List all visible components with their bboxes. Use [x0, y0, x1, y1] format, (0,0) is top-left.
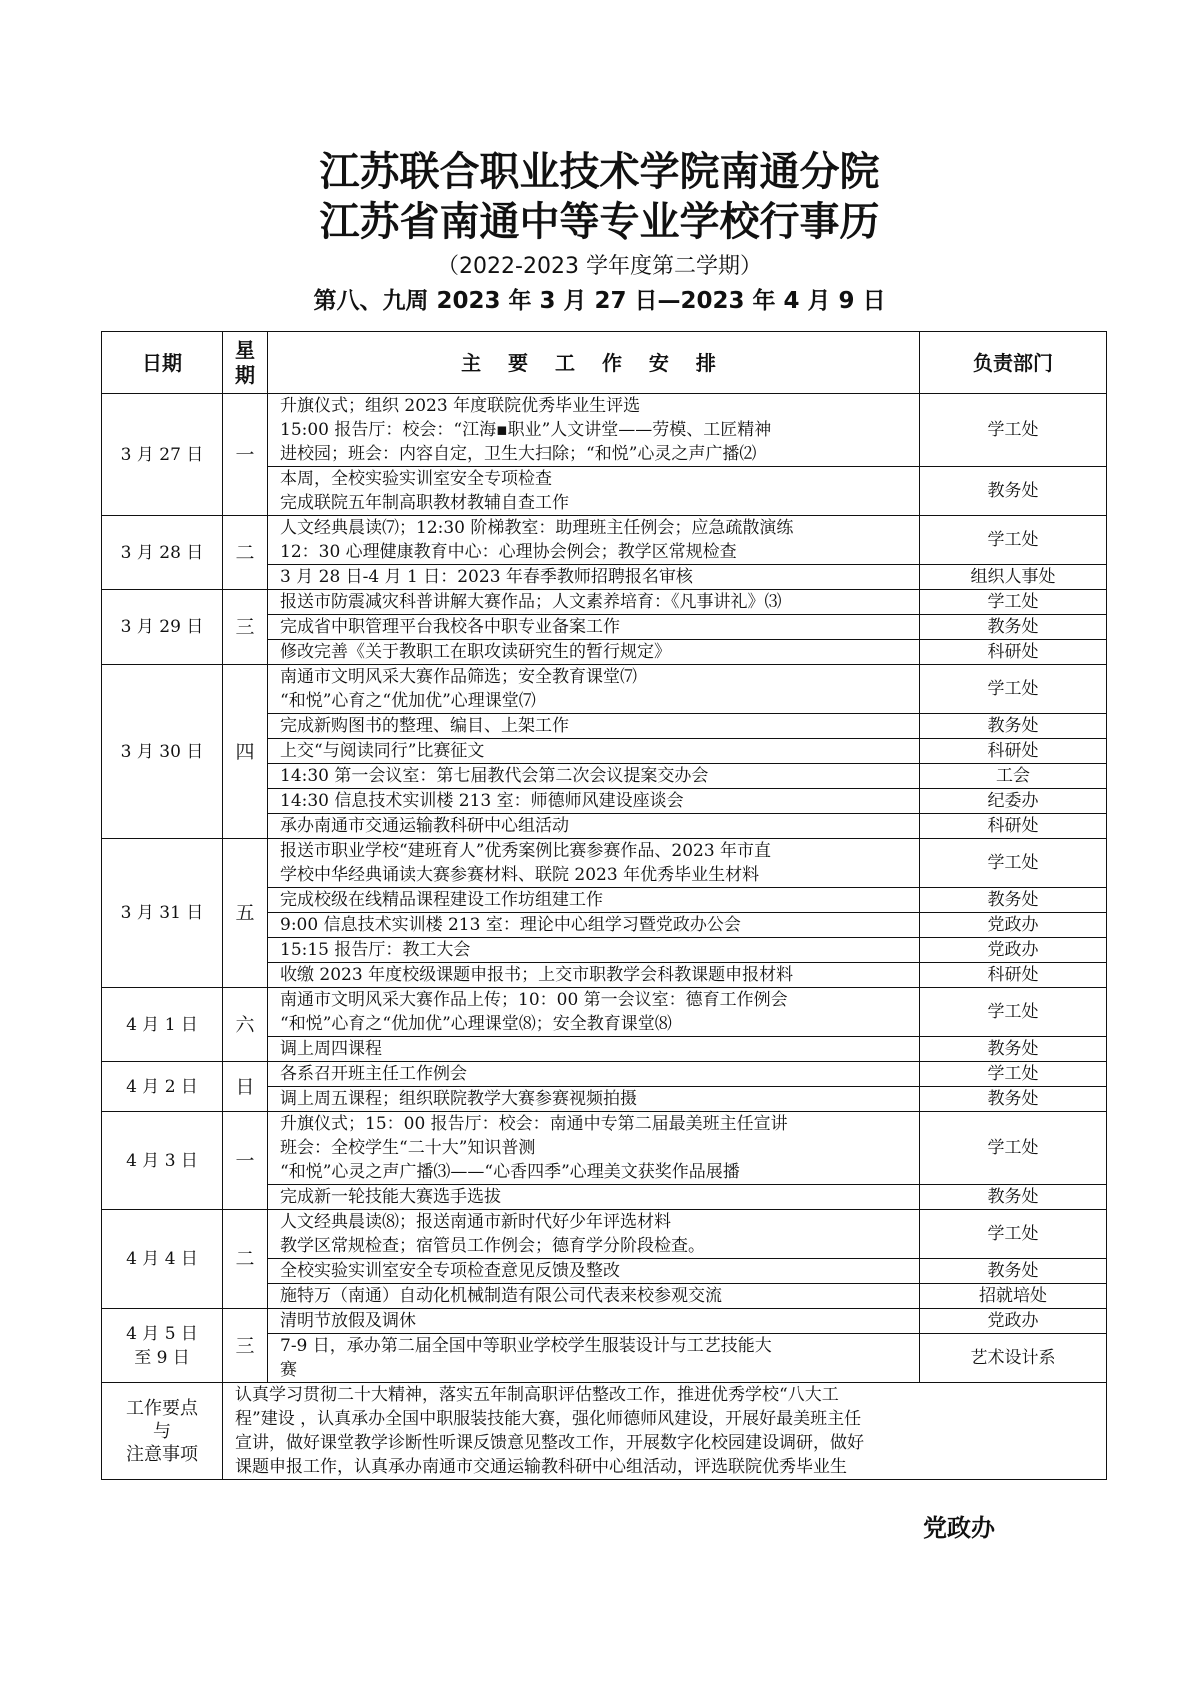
schedule-row	[102, 988, 1107, 1037]
task-cell	[268, 394, 920, 467]
task-line: 完成新购图书的整理、编目、上架工作	[280, 716, 569, 736]
dept-cell: 教务处	[920, 714, 1107, 739]
date-text: 3 月 30 日	[120, 741, 204, 762]
header-row	[102, 332, 1107, 394]
weekday-cell: 日	[223, 1062, 268, 1112]
task-line: 进校园；班会：内容自定，卫生大扫除；“和悦”心灵之声广播⑵	[280, 444, 757, 464]
schedule-row	[102, 394, 1107, 467]
dept-cell: 艺术设计系	[920, 1334, 1107, 1383]
dept-cell: 党政办	[920, 938, 1107, 963]
dept-cell: 学工处	[920, 1062, 1107, 1087]
schedule-row	[102, 1112, 1107, 1185]
weekday-cell: 二	[223, 516, 268, 590]
task-cell	[268, 814, 920, 839]
task-line: 教学区常规检查；宿管员工作例会；德育学分阶段检查。	[280, 1236, 705, 1256]
week-range: 第八、九周 2023 年 3 月 27 日—2023 年 4 月 9 日	[313, 288, 886, 314]
task-line: 调上周五课程；组织联院教学大赛参赛视频拍摄	[280, 1089, 637, 1109]
school-title-line-2: 江苏省南通中等专业学校行事历	[319, 199, 880, 245]
term-subtitle: （2022-2023 学年度第二学期）	[437, 254, 762, 279]
task-line: 人文经典晨读⑻；报送南通市新时代好少年评选材料	[280, 1212, 671, 1232]
dept-cell: 学工处	[920, 516, 1107, 565]
dept-cell: 党政办	[920, 1309, 1107, 1334]
task-cell	[268, 888, 920, 913]
date-text: 3 月 31 日	[120, 903, 204, 923]
dept-cell: 工会	[920, 764, 1107, 789]
date-text: 3 月 28 日	[120, 542, 204, 563]
task-line: “和悦”心育之“优加优”心理课堂⑺	[280, 691, 536, 711]
weekday-cell: 一	[223, 1112, 268, 1210]
header-weekday-top: 星	[235, 337, 255, 362]
task-line: 学校中华经典诵读大赛参赛材料、联院 2023 年优秀毕业生材料	[280, 865, 760, 885]
schedule-row	[102, 516, 1107, 565]
task-line: 15:15 报告厅：教工大会	[280, 940, 471, 960]
dept-cell: 党政办	[920, 913, 1107, 938]
date-text: 4 月 5 日	[126, 1323, 198, 1344]
date-cell	[102, 1062, 223, 1112]
weekday-cell: 五	[223, 839, 268, 988]
header-weekday	[223, 332, 268, 394]
dept-cell: 学工处	[920, 988, 1107, 1037]
task-cell	[268, 1087, 920, 1112]
date-cell	[102, 1309, 223, 1383]
schedule-table	[101, 331, 1107, 1480]
dept-cell: 学工处	[920, 394, 1107, 467]
summary-line: 认真学习贯彻二十大精神，落实五年制高职评估整改工作，推进优秀学校“八大工	[235, 1385, 839, 1405]
task-line: 本周，全校实验实训室安全专项检查	[280, 469, 552, 489]
dept-cell: 学工处	[920, 839, 1107, 888]
task-line: 9:00 信息技术实训楼 213 室：理论中心组学习暨党政办公会	[280, 915, 741, 935]
task-line: 上交“与阅读同行”比赛征文	[280, 741, 485, 761]
task-cell	[268, 1210, 920, 1259]
task-line: 班会：全校学生“二十大”知识普测	[280, 1138, 536, 1158]
task-cell	[268, 1062, 920, 1087]
dept-cell: 教务处	[920, 1185, 1107, 1210]
dept-cell: 招就培处	[920, 1284, 1107, 1309]
weekday-cell: 一	[223, 394, 268, 516]
task-line: 15:00 报告厅：校会：“江海▪职业”人文讲堂——劳模、工匠精神	[280, 420, 772, 440]
task-line: 收缴 2023 年度校级课题申报书；上交市职教学会科教课题申报材料	[280, 965, 794, 985]
date-text: 至 9 日	[134, 1347, 190, 1368]
schedule-row	[102, 1062, 1107, 1087]
task-line: 升旗仪式；15：00 报告厅：校会：南通中专第二届最美班主任宣讲	[280, 1114, 788, 1134]
task-cell	[268, 988, 920, 1037]
task-line: 各系召开班主任工作例会	[280, 1064, 467, 1084]
summary-line: 课题申报工作，认真承办南通市交通运输教科研中心组活动，评选联院优秀毕业生	[235, 1457, 847, 1477]
task-cell	[268, 1259, 920, 1284]
schedule-body	[102, 394, 1107, 1383]
dept-cell: 教务处	[920, 1087, 1107, 1112]
task-line: 报送市职业学校“建班育人”优秀案例比赛参赛作品、2023 年市直	[280, 841, 772, 861]
date-cell	[102, 590, 223, 665]
date-cell	[102, 516, 223, 590]
task-line: 承办南通市交通运输教科研中心组活动	[280, 816, 569, 836]
date-cell	[102, 1210, 223, 1309]
weekday-cell: 二	[223, 1210, 268, 1309]
summary-text	[223, 1383, 1107, 1480]
task-line: 完成联院五年制高职教材教辅自查工作	[280, 493, 569, 513]
task-line: 14:30 信息技术实训楼 213 室：师德师风建设座谈会	[280, 791, 684, 811]
dept-cell: 学工处	[920, 665, 1107, 714]
task-cell	[268, 467, 920, 516]
summary-line: 程”建设 ，认真承办全国中职服装技能大赛，强化师德师风建设，开展好最美班主任	[235, 1409, 862, 1429]
dept-cell: 组织人事处	[920, 565, 1107, 590]
summary-label	[102, 1383, 223, 1480]
dept-cell: 教务处	[920, 1259, 1107, 1284]
weekday-cell: 三	[223, 1309, 268, 1383]
schedule-row	[102, 1210, 1107, 1259]
task-cell	[268, 1185, 920, 1210]
date-cell	[102, 988, 223, 1062]
dept-cell: 教务处	[920, 467, 1107, 516]
header-date: 日期	[102, 332, 223, 394]
schedule-row	[102, 665, 1107, 714]
date-cell	[102, 394, 223, 516]
task-cell	[268, 913, 920, 938]
dept-cell: 学工处	[920, 1210, 1107, 1259]
task-line: 全校实验实训室安全专项检查意见反馈及整改	[280, 1261, 620, 1281]
summary-label-line: 工作要点	[126, 1397, 198, 1419]
dept-cell: 纪委办	[920, 789, 1107, 814]
task-line: “和悦”心育之“优加优”心理课堂⑻；安全教育课堂⑻	[280, 1014, 672, 1034]
task-line: 3 月 28 日-4 月 1 日：2023 年春季教师招聘报名审核	[280, 567, 693, 587]
task-line: 南通市文明风采大赛作品上传；10：00 第一会议室：德育工作例会	[280, 990, 788, 1010]
task-line: 调上周四课程	[280, 1039, 382, 1059]
summary-label-line: 注意事项	[126, 1443, 198, 1465]
date-text: 3 月 29 日	[120, 617, 204, 637]
weekday-cell: 四	[223, 665, 268, 839]
task-cell	[268, 590, 920, 615]
task-cell	[268, 764, 920, 789]
task-cell	[268, 789, 920, 814]
schedule-row	[102, 590, 1107, 615]
header-weekday-bottom: 期	[235, 362, 255, 387]
schedule-row	[102, 1309, 1107, 1334]
task-line: 赛	[280, 1360, 297, 1380]
header-dept: 负责部门	[920, 332, 1107, 394]
dept-cell: 教务处	[920, 615, 1107, 640]
task-line: 完成校级在线精品课程建设工作坊组建工作	[280, 890, 603, 910]
date-text: 3 月 27 日	[120, 444, 204, 465]
signature-department: 党政办	[923, 1514, 995, 1542]
task-cell	[268, 665, 920, 714]
dept-cell: 教务处	[920, 1037, 1107, 1062]
dept-cell: 学工处	[920, 1112, 1107, 1185]
task-line: 12：30 心理健康教育中心：心理协会例会；教学区常规检查	[280, 542, 737, 562]
task-line: 南通市文明风采大赛作品筛选；安全教育课堂⑺	[280, 667, 637, 687]
task-line: 7-9 日，承办第二届全国中等职业学校学生服装设计与工艺技能大	[280, 1336, 772, 1356]
task-cell	[268, 938, 920, 963]
summary-line: 宣讲，做好课堂教学诊断性听课反馈意见整改工作，开展数字化校园建设调研，做好	[235, 1433, 864, 1453]
dept-cell: 科研处	[920, 739, 1107, 764]
dept-cell: 科研处	[920, 640, 1107, 665]
dept-cell: 科研处	[920, 963, 1107, 988]
task-line: 清明节放假及调休	[280, 1311, 416, 1331]
date-text: 4 月 4 日	[126, 1249, 198, 1269]
date-cell	[102, 665, 223, 839]
date-text: 4 月 3 日	[126, 1150, 198, 1171]
date-cell	[102, 839, 223, 988]
task-cell	[268, 1309, 920, 1334]
task-cell	[268, 565, 920, 590]
task-line: “和悦”心灵之声广播⑶——“心香四季”心理美文获奖作品展播	[280, 1162, 740, 1182]
task-line: 完成省中职管理平台我校各中职专业备案工作	[280, 617, 620, 637]
dept-cell: 学工处	[920, 590, 1107, 615]
dept-cell: 教务处	[920, 888, 1107, 913]
task-cell	[268, 1284, 920, 1309]
task-line: 完成新一轮技能大赛选手选拔	[280, 1187, 501, 1207]
task-line: 升旗仪式；组织 2023 年度联院优秀毕业生评选	[280, 396, 641, 416]
weekday-cell: 六	[223, 988, 268, 1062]
task-cell	[268, 516, 920, 565]
summary-row	[102, 1383, 1107, 1480]
task-line: 修改完善《关于教职工在职攻读研究生的暂行规定》	[280, 642, 671, 662]
task-cell	[268, 1112, 920, 1185]
dept-cell: 科研处	[920, 814, 1107, 839]
task-cell	[268, 839, 920, 888]
task-cell	[268, 1037, 920, 1062]
weekday-cell: 三	[223, 590, 268, 665]
task-cell	[268, 1334, 920, 1383]
task-cell	[268, 640, 920, 665]
schedule-row	[102, 839, 1107, 888]
task-line: 报送市防震减灾科普讲解大赛作品；人文素养培育：《凡事讲礼》⑶	[280, 592, 782, 612]
school-title-line-1: 江苏联合职业技术学院南通分院	[319, 149, 880, 195]
task-line: 施特万（南通）自动化机械制造有限公司代表来校参观交流	[280, 1286, 722, 1306]
date-cell	[102, 1112, 223, 1210]
task-cell	[268, 739, 920, 764]
task-line: 14:30 第一会议室：第七届教代会第二次会议提案交办会	[280, 766, 709, 786]
task-cell	[268, 714, 920, 739]
date-text: 4 月 1 日	[126, 1014, 198, 1035]
date-text: 4 月 2 日	[126, 1076, 198, 1097]
header-tasks: 主 要 工 作 安 排	[268, 332, 920, 394]
task-cell	[268, 615, 920, 640]
summary-label-line: 与	[153, 1420, 171, 1442]
task-line: 人文经典晨读⑺；12:30 阶梯教室：助理班主任例会；应急疏散演练	[280, 518, 794, 538]
task-cell	[268, 963, 920, 988]
